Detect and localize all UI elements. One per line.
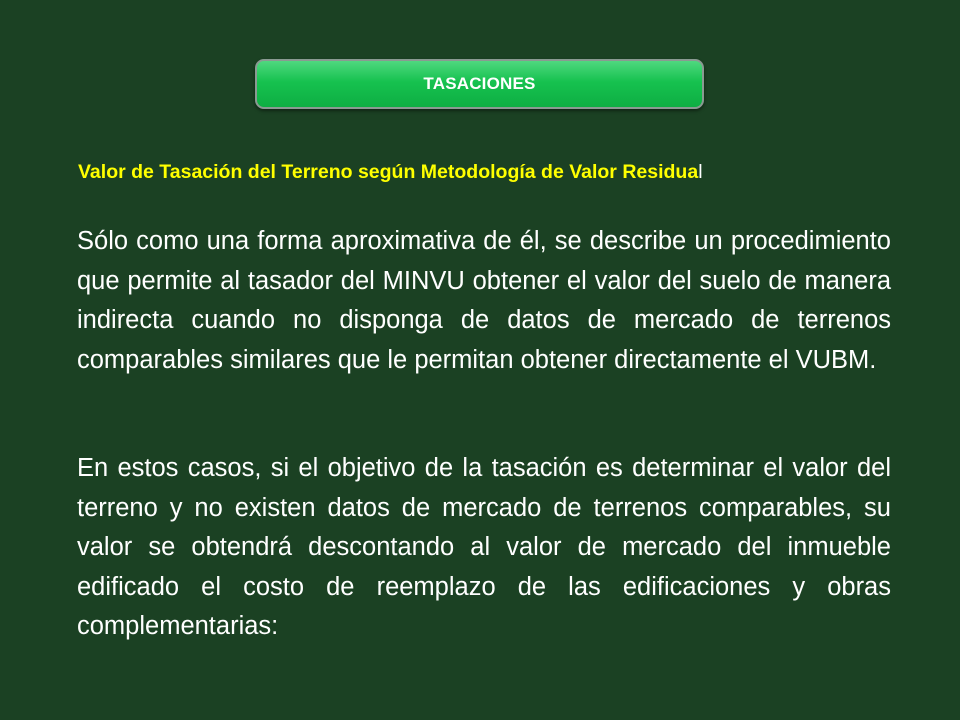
header-banner [255, 59, 704, 109]
section-subtitle [78, 158, 898, 186]
header-title: TASACIONES [423, 74, 536, 93]
subtitle-tail: l [698, 161, 703, 183]
body-paragraph-2: En estos casos, si el objetivo de la tasación es determinar el valor del terreno y no existen datos de mercado de terrenos comparables, su valor se obtendrá descontando al valor de mercado del inmueble edificado el costo de reemplazo de las edificaciones y obras complementarias: [77, 454, 891, 640]
subtitle-highlight: Valor de Tasación del Terreno según Metodología de Valor Residua [78, 161, 699, 183]
body-paragraph-1: Sólo como una forma aproximativa de él, se describe un procedimiento que permite al tasador del MINVU obtener el valor del suelo de manera indirecta cuando no disponga de datos de mercado de terrenos comparables similares que le permitan obtener directamente el VUBM. [77, 227, 891, 374]
